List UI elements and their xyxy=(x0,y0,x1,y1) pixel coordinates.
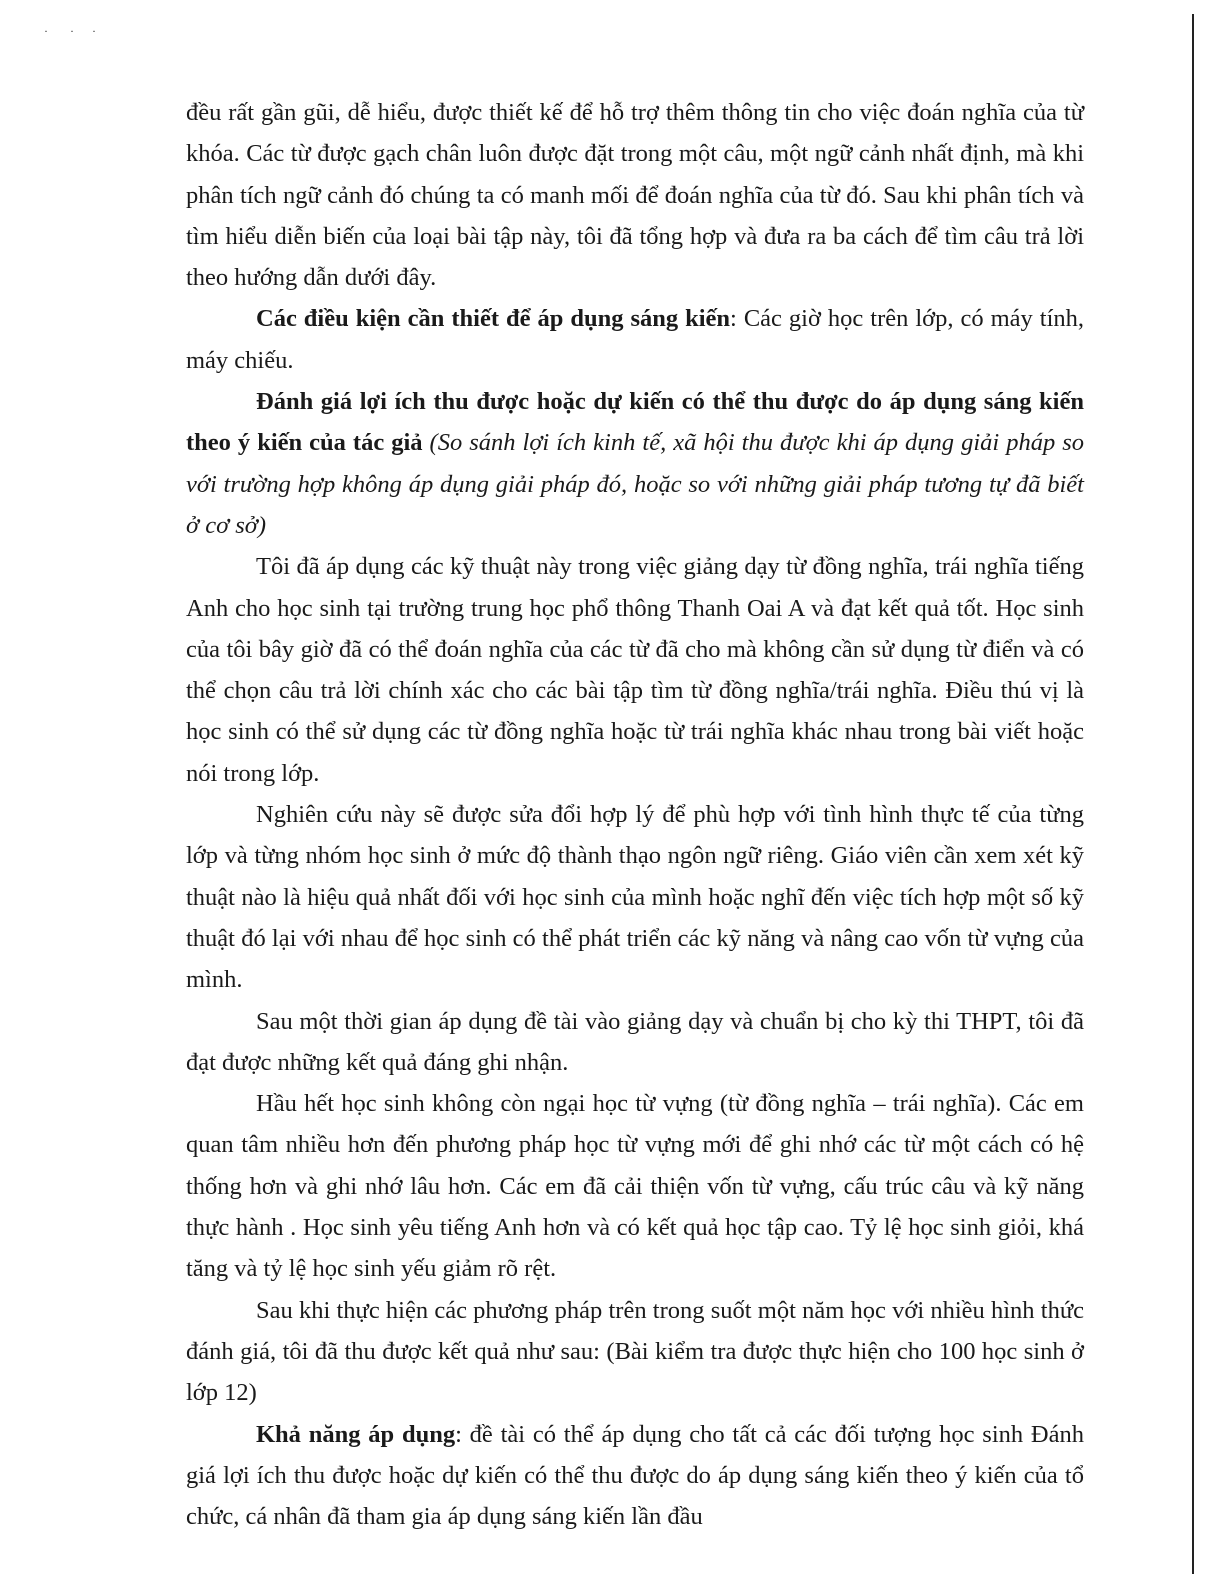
paragraph-results-intro: Sau một thời gian áp dụng đề tài vào giảng dạy và chuẩn bị cho kỳ thi THPT, tôi đã đạt được những kết quả đáng ghi nhận. xyxy=(186,1007,1084,1076)
paragraph-conditions xyxy=(186,298,1084,381)
heading-applicability: Khả năng áp dụng xyxy=(256,1420,456,1448)
paragraph-continuation: đều rất gần gũi, dễ hiểu, được thiết kế để hỗ trợ thêm thông tin cho việc đoán nghĩa của từ khóa. Các từ được gạch chân luôn được đặt trong một câu, một ngữ cảnh nhất định, mà khi phân tích ngữ cảnh đó chúng ta có manh mối để đoán nghĩa của từ đó. Sau khi phân tích và tìm hiểu diễn biến của loại bài tập này, tôi đã tổng hợp và đưa ra ba cách để tìm câu trả lời theo hướng dẫn dưới đây. xyxy=(186,99,1084,292)
scan-artifact: · xyxy=(44,24,48,38)
benefits-author-note: (So sánh lợi ích kinh tế, xã hội thu được khi áp dụng giải pháp so với trường hợp không áp dụng giải pháp đó, hoặc so với những giải pháp tương tự đã biết ở cơ sở) xyxy=(186,429,1084,539)
paragraph-students: Hầu hết học sinh không còn ngại học từ vựng (từ đồng nghĩa – trái nghĩa). Các em quan tâm nhiều hơn đến phương pháp học từ vựng mới để ghi nhớ các từ một cách có hệ thống hơn và ghi nhớ lâu hơn. Các em đã cải thiện vốn từ vựng, cấu trúc câu và kỹ năng thực hành . Học sinh yêu tiếng Anh hơn và có kết quả học tập cao. Tỷ lệ học sinh giỏi, khá tăng và tỷ lệ học sinh yếu giảm rõ rệt. xyxy=(186,1090,1084,1283)
paragraph-benefits-author xyxy=(186,381,1084,546)
paragraph-application: Tôi đã áp dụng các kỹ thuật này trong việc giảng dạy từ đồng nghĩa, trái nghĩa tiếng Anh cho học sinh tại trường trung học phổ thông Thanh Oai A và đạt kết quả tốt. Học sinh của tôi bây giờ đã có thể đoán nghĩa của các từ đã cho mà không cần sử dụng từ điển và có thể chọn câu trả lời chính xác cho các bài tập tìm từ đồng nghĩa/trái nghĩa. Điều thú vị là học sinh có thể sử dụng các từ đồng nghĩa hoặc từ trái nghĩa khác nhau trong bài viết hoặc nói trong lớp. xyxy=(186,553,1084,787)
document-body xyxy=(186,92,1084,1537)
applicability-text: : đề tài có thể áp dụng cho tất cả các đối tượng học sinh Đánh giá lợi ích thu được hoặc dự kiến có thể thu được do áp dụng sáng kiến theo ý kiến của tổ chức, cá nhân đã tham gia áp dụng sáng kiến lần đầu xyxy=(186,1420,1084,1531)
scan-artifact: · xyxy=(92,24,96,38)
scan-artifact: · xyxy=(70,24,74,38)
heading-conditions: Các điều kiện cần thiết để áp dụng sáng kiến xyxy=(256,305,731,333)
heading-benefits-author: Đánh giá lợi ích thu được hoặc dự kiến có thể thu được do áp dụng sáng kiến theo ý kiến của tác giả xyxy=(186,388,1084,457)
paragraph-research: Nghiên cứu này sẽ được sửa đổi hợp lý để phù hợp với tình hình thực tế của từng lớp và từng nhóm học sinh ở mức độ thành thạo ngôn ngữ riêng. Giáo viên cần xem xét kỹ thuật nào là hiệu quả nhất đối với học sinh của mình hoặc nghĩ đến việc tích hợp một số kỹ thuật đó lại với nhau để học sinh có thể phát triển các kỹ năng và nâng cao vốn từ vựng của mình. xyxy=(186,801,1084,994)
right-margin-line xyxy=(1192,14,1194,1574)
paragraph-assessment: Sau khi thực hiện các phương pháp trên trong suốt một năm học với nhiều hình thức đánh giá, tôi đã thu được kết quả như sau: (Bài kiểm tra được thực hiện cho 100 học sinh ở lớp 12) xyxy=(186,1296,1084,1407)
paragraph-applicability xyxy=(186,1414,1084,1538)
conditions-text: : Các giờ học trên lớp, có máy tính, máy chiếu. xyxy=(186,305,1084,374)
